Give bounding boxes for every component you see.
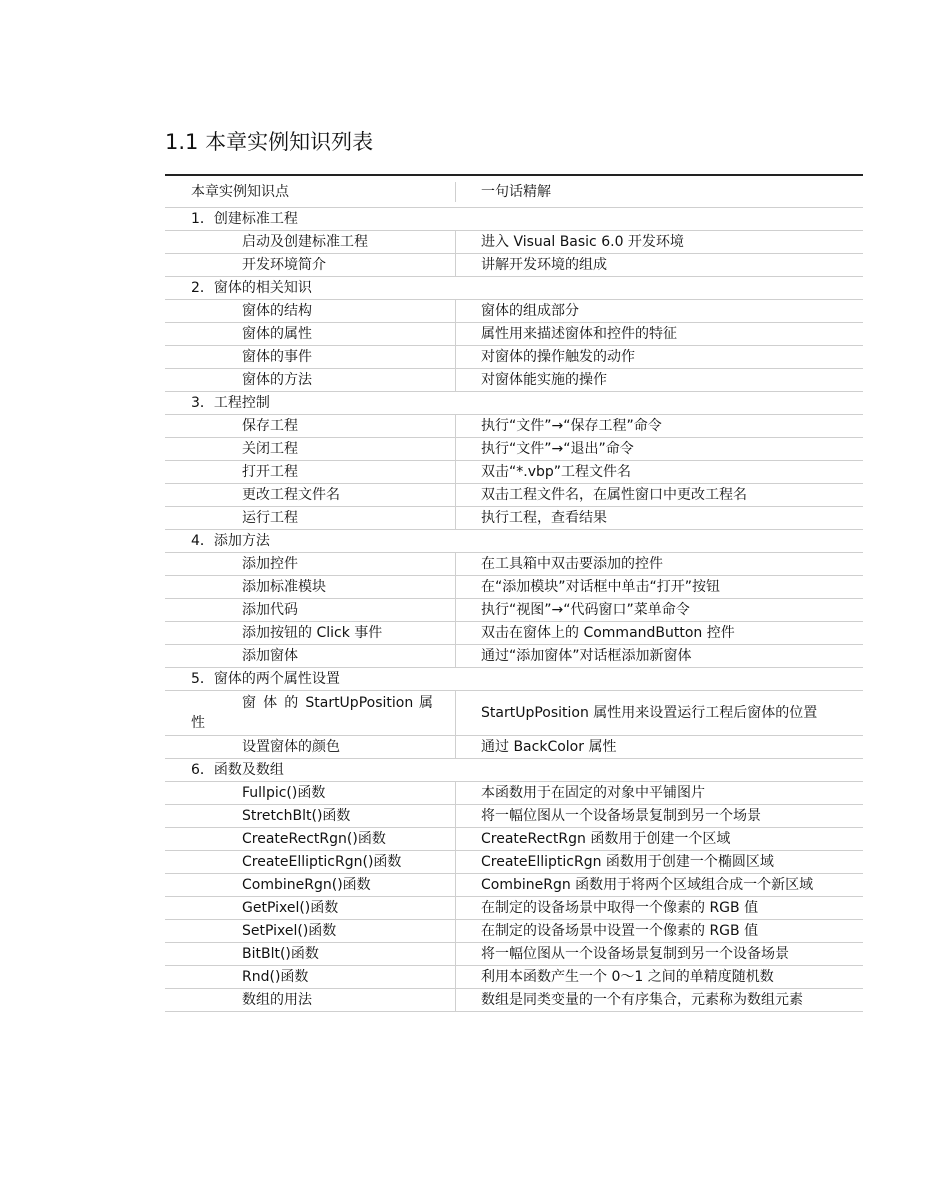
knowledge-point-text: 更改工程文件名 — [242, 487, 340, 503]
section-label: 1．创建标准工程 — [191, 211, 298, 227]
section-row — [165, 277, 863, 300]
knowledge-point-cell — [165, 966, 456, 988]
explanation-cell: CombineRgn 函数用于将两个区域组合成一个新区域 — [481, 877, 814, 893]
header-col-knowledge: 本章实例知识点 — [165, 182, 456, 202]
knowledge-point-text: 窗体的方法 — [242, 372, 312, 388]
section-row — [165, 208, 863, 231]
explanation-cell: 数组是同类变量的一个有序集合，元素称为数组元素 — [481, 992, 803, 1008]
knowledge-point-cell — [165, 415, 456, 437]
table-header — [165, 176, 863, 208]
knowledge-point-text: 打开工程 — [242, 464, 298, 480]
section-label: 2．窗体的相关知识 — [191, 280, 312, 296]
table-row — [165, 943, 863, 966]
knowledge-point-cell — [165, 231, 456, 253]
explanation-cell: 双击在窗体上的 CommandButton 控件 — [481, 625, 735, 641]
explanation-cell: 对窗体的操作触发的动作 — [481, 349, 635, 365]
knowledge-point-cell — [165, 323, 456, 345]
table-row — [165, 897, 863, 920]
table-row — [165, 300, 863, 323]
table-row — [165, 484, 863, 507]
table-row — [165, 645, 863, 668]
knowledge-point-text: 窗体的事件 — [242, 349, 312, 365]
knowledge-point-cell — [165, 874, 456, 896]
table-row — [165, 989, 863, 1012]
table-row — [165, 553, 863, 576]
knowledge-point-text: CreateEllipticRgn()函数 — [242, 854, 402, 870]
knowledge-point-text: 添加代码 — [242, 602, 298, 618]
table-row — [165, 576, 863, 599]
explanation-cell: 通过“添加窗体”对话框添加新窗体 — [481, 648, 692, 664]
explanation-cell: StartUpPosition 属性用来设置运行工程后窗体的位置 — [481, 705, 818, 721]
explanation-cell: 进入 Visual Basic 6.0 开发环境 — [481, 234, 684, 250]
table-body — [165, 208, 863, 1012]
explanation-cell: 讲解开发环境的组成 — [481, 257, 607, 273]
explanation-cell: 将一幅位图从一个设备场景复制到另一个设备场景 — [481, 946, 789, 962]
knowledge-point-cell — [165, 989, 456, 1011]
section-row — [165, 530, 863, 553]
knowledge-point-text: BitBlt()函数 — [242, 946, 319, 962]
knowledge-point-cell — [165, 943, 456, 965]
knowledge-point-text: 窗体的属性 — [242, 326, 312, 342]
knowledge-point-cell — [165, 736, 456, 758]
knowledge-point-text: 添加窗体 — [242, 648, 298, 664]
knowledge-point-text: Rnd()函数 — [242, 969, 309, 985]
table-row — [165, 966, 863, 989]
knowledge-point-text: 关闭工程 — [242, 441, 298, 457]
table-row — [165, 851, 863, 874]
table-row — [165, 920, 863, 943]
knowledge-point-cell — [165, 805, 456, 827]
table-row — [165, 461, 863, 484]
table-row — [165, 507, 863, 530]
table-row — [165, 736, 863, 759]
table-row — [165, 805, 863, 828]
knowledge-point-cell — [165, 645, 456, 667]
section-row — [165, 392, 863, 415]
knowledge-point-text: SetPixel()函数 — [242, 923, 337, 939]
section-label: 3．工程控制 — [191, 395, 270, 411]
knowledge-point-text: CreateRectRgn()函数 — [242, 831, 386, 847]
knowledge-point-cell — [165, 851, 456, 873]
explanation-cell: 将一幅位图从一个设备场景复制到另一个场景 — [481, 808, 761, 824]
section-row — [165, 759, 863, 782]
explanation-cell: 执行工程，查看结果 — [481, 510, 607, 526]
table-row — [165, 231, 863, 254]
knowledge-point-cell — [165, 622, 456, 644]
knowledge-point-cell — [165, 691, 456, 735]
knowledge-point-text: 运行工程 — [242, 510, 298, 526]
knowledge-point-text: 开发环境简介 — [242, 257, 326, 273]
table-row — [165, 369, 863, 392]
knowledge-point-text: 窗 体 的 StartUpPosition 属 性 — [191, 695, 433, 731]
knowledge-point-text: StretchBlt()函数 — [242, 808, 351, 824]
knowledge-point-cell — [165, 553, 456, 575]
knowledge-point-cell — [165, 346, 456, 368]
table-row — [165, 691, 863, 736]
section-label: 6．函数及数组 — [191, 762, 284, 778]
explanation-cell: 在制定的设备场景中设置一个像素的 RGB 值 — [481, 923, 759, 939]
knowledge-point-cell — [165, 920, 456, 942]
explanation-cell: 执行“文件”→“退出”命令 — [481, 441, 634, 457]
explanation-cell: 在“添加模块”对话框中单击“打开”按钮 — [481, 579, 721, 595]
table-row — [165, 874, 863, 897]
section-label: 4．添加方法 — [191, 533, 270, 549]
knowledge-point-cell — [165, 828, 456, 850]
knowledge-point-text: 启动及创建标准工程 — [242, 234, 368, 250]
explanation-cell: 本函数用于在固定的对象中平铺图片 — [481, 785, 705, 801]
section-row — [165, 668, 863, 691]
explanation-cell: 对窗体能实施的操作 — [481, 372, 607, 388]
table-row — [165, 415, 863, 438]
knowledge-point-text: 添加控件 — [242, 556, 298, 572]
knowledge-point-cell — [165, 461, 456, 483]
knowledge-point-cell — [165, 599, 456, 621]
explanation-cell: 通过 BackColor 属性 — [481, 739, 617, 755]
table-row — [165, 599, 863, 622]
knowledge-point-cell — [165, 300, 456, 322]
table-row — [165, 438, 863, 461]
explanation-cell: 窗体的组成部分 — [481, 303, 579, 319]
knowledge-point-text: 窗体的结构 — [242, 303, 312, 319]
table-row — [165, 254, 863, 277]
knowledge-point-cell — [165, 507, 456, 529]
table-row — [165, 346, 863, 369]
header-col-explanation: 一句话精解 — [481, 183, 551, 200]
explanation-cell: 属性用来描述窗体和控件的特征 — [481, 326, 677, 342]
knowledge-point-text: 保存工程 — [242, 418, 298, 434]
knowledge-point-cell — [165, 484, 456, 506]
explanation-cell: 执行“文件”→“保存工程”命令 — [481, 418, 662, 434]
knowledge-point-cell — [165, 897, 456, 919]
table-row — [165, 323, 863, 346]
knowledge-point-text: GetPixel()函数 — [242, 900, 339, 916]
knowledge-point-text: Fullpic()函数 — [242, 785, 326, 801]
explanation-cell: 在制定的设备场景中取得一个像素的 RGB 值 — [481, 900, 759, 916]
table-row — [165, 828, 863, 851]
knowledge-point-cell — [165, 576, 456, 598]
explanation-cell: CreateEllipticRgn 函数用于创建一个椭圆区域 — [481, 854, 774, 870]
section-label: 5．窗体的两个属性设置 — [191, 671, 340, 687]
explanation-cell: 双击工程文件名，在属性窗口中更改工程名 — [481, 487, 747, 503]
knowledge-point-text: 添加按钮的 Click 事件 — [242, 625, 383, 641]
page-title: 1.1 本章实例知识列表 — [165, 130, 374, 154]
knowledge-point-cell — [165, 782, 456, 804]
explanation-cell: 利用本函数产生一个 0～1 之间的单精度随机数 — [481, 969, 774, 985]
explanation-cell: CreateRectRgn 函数用于创建一个区域 — [481, 831, 731, 847]
knowledge-point-cell — [165, 369, 456, 391]
knowledge-table — [165, 174, 863, 1012]
knowledge-point-cell — [165, 438, 456, 460]
explanation-cell: 执行“视图”→“代码窗口”菜单命令 — [481, 602, 690, 618]
knowledge-point-text: 数组的用法 — [242, 992, 312, 1008]
explanation-cell: 在工具箱中双击要添加的控件 — [481, 556, 663, 572]
table-row — [165, 622, 863, 645]
table-row — [165, 782, 863, 805]
knowledge-point-text: 添加标准模块 — [242, 579, 326, 595]
explanation-cell: 双击“*.vbp”工程文件名 — [481, 464, 632, 480]
knowledge-point-text: 设置窗体的颜色 — [242, 739, 340, 755]
knowledge-point-cell — [165, 254, 456, 276]
knowledge-point-text: CombineRgn()函数 — [242, 877, 371, 893]
